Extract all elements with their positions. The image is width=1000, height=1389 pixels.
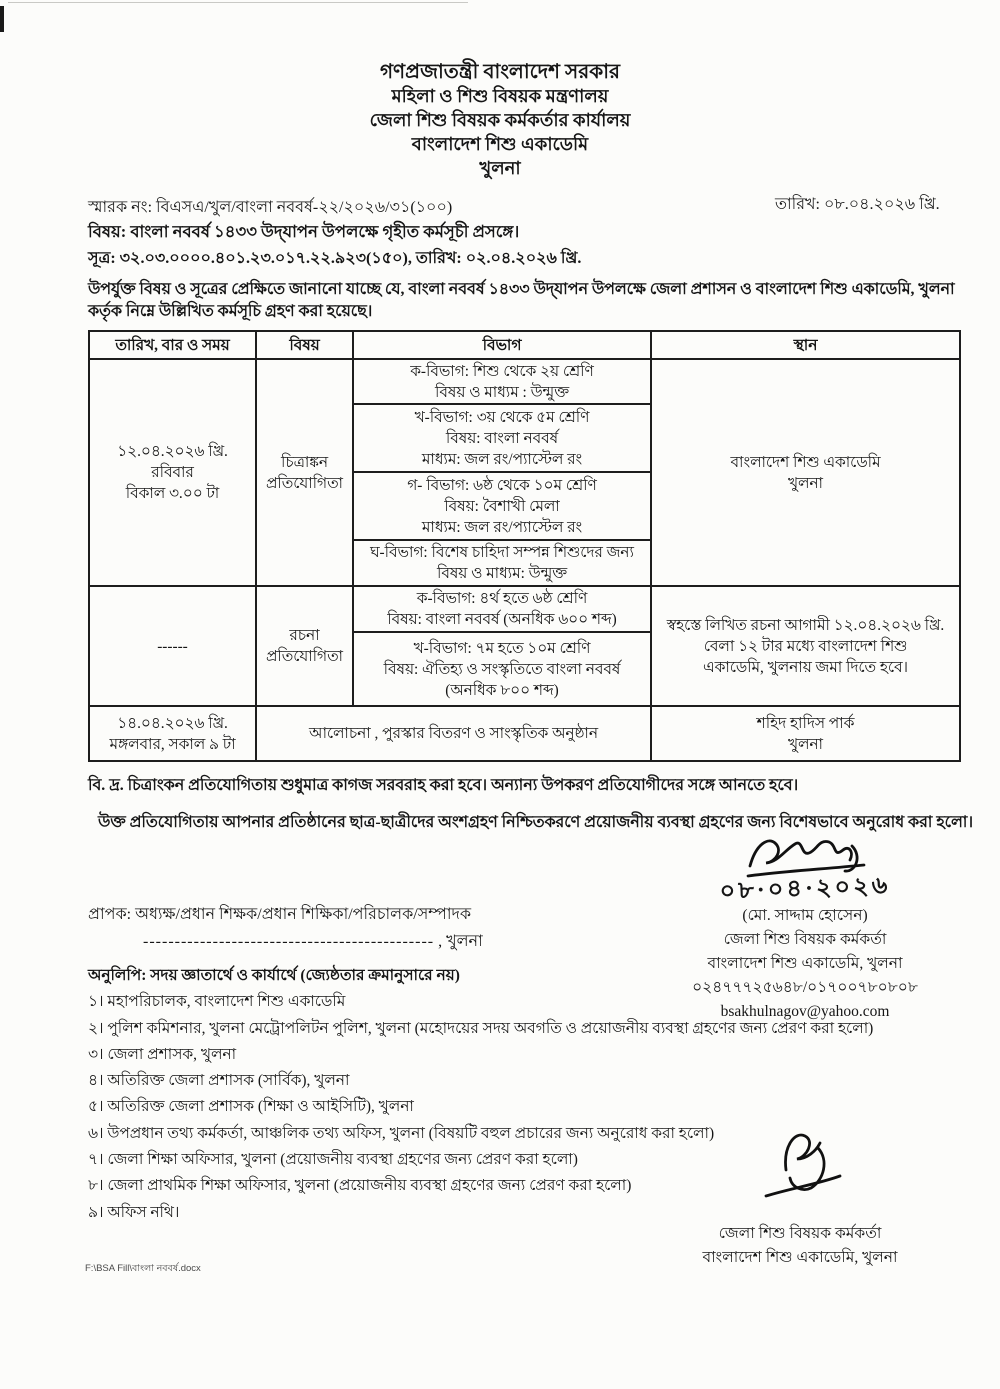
event2-subject-cell: রচনা প্রতিযোগিতা: [257, 587, 354, 707]
copy-item: ৭। জেলা শিক্ষা অফিসার, খুলনা (প্রয়োজনীয় ব্যবস্থা গ্রহণের জন্য প্রেরণ করা হলো): [88, 1151, 578, 1169]
essay-division-kha-cell: খ-বিভাগ: ৭ম হতে ১০ম শ্রেণি বিষয়: ঐতিহ্য ও সংস্কৃতিতে বাংলা নববর্ষ (অনধিক ৮০০ শব্দ): [354, 633, 652, 707]
event1-subject-cell: চিত্রাঙ্কন প্রতিযোগিতা: [257, 360, 354, 587]
schedule-table: [88, 330, 961, 762]
copy-item: ১। মহাপরিচালক, বাংলাদেশ শিশু একাডেমি: [88, 993, 346, 1011]
division-kha-cell: খ-বিভাগ: ৩য় থেকে ৫ম শ্রেণি বিষয়: বাংলা নববর্ষ মাধ্যম: জল রং/প্যাস্টেল রং: [354, 405, 652, 473]
event2-date-cell: ------: [90, 587, 257, 707]
table-header-division: বিভাগ: [354, 332, 652, 360]
scan-top-line-artifact: [8, 2, 468, 3]
copy-item: ৪। অতিরিক্ত জেলা প্রশাসক (সার্বিক), খুলনা: [88, 1072, 350, 1090]
signer-title: জেলা শিশু বিষয়ক কর্মকর্তা: [723, 931, 887, 948]
signer-name: (মো. সাদ্দাম হোসেন): [742, 907, 868, 924]
academy-name: বাংলাদেশ শিশু একাডেমি: [411, 134, 589, 154]
event1-date-cell: ১২.০৪.২০২৬ খ্রি. রবিবার বিকাল ৩.০০ টা: [90, 360, 257, 587]
subject-line: বিষয়: বাংলা নববর্ষ ১৪৩৩ উদ্‌যাপন উপলক্ষে গৃহীত কর্মসূচী প্রসঙ্গে।: [88, 222, 520, 241]
signature2-image: [754, 1126, 846, 1202]
table-header-date: তারিখ, বার ও সময়: [90, 332, 257, 360]
copy-item: ৫। অতিরিক্ত জেলা প্রশাসক (শিক্ষা ও আইসিটি), খুলনা: [88, 1098, 414, 1116]
government-name: গণপ্রজাতন্ত্রী বাংলাদেশ সরকার: [379, 61, 621, 83]
division-gha-cell: ঘ-বিভাগ: বিশেষ চাহিদা সম্পন্ন শিশুদের জন্য বিষয় ও মাধ্যম: উন্মুক্ত: [354, 541, 652, 587]
copy-item: ৯। অফিস নথি।: [88, 1203, 180, 1221]
recipient-block: [88, 901, 483, 955]
second-signature-block: [650, 1126, 950, 1270]
signer2-org: বাংলাদেশ শিশু একাডেমি, খুলনা: [702, 1249, 898, 1266]
division-ga-cell: গ- বিভাগ: ৬ষ্ঠ থেকে ১০ম শ্রেণি বিষয়: বৈশাখী মেলা মাধ্যম: জল রং/প্যাস্টেল রং: [354, 473, 652, 541]
district-name: খুলনা: [479, 158, 521, 178]
signer-email: bsakhulnagov@yahoo.com: [720, 1003, 890, 1020]
signer-phone: ০২৪৭৭৭২৫৬৪৮/০১৭০০৭৮০৮০৮: [692, 979, 918, 996]
file-path-footer: F:\BSA Fill\বাংলা নববর্ষ.docx: [85, 1263, 201, 1274]
event3-place-cell: শহিদ হাদিস পার্ক খুলনা: [652, 707, 961, 762]
event2-place-cell: স্বহস্তে লিখিত রচনা আগামী ১২.০৪.২০২৬ খ্রি. বেলা ১২ টার মধ্যে বাংলাদেশ শিশু একাডেমি, খুলনায় জমা দিতে হবে।: [652, 587, 961, 707]
signer2-title: জেলা শিশু বিষয়ক কর্মকর্তা: [718, 1225, 882, 1242]
letter-date: তারিখ: ০৮.০৪.২০২৬ খ্রি.: [775, 196, 940, 213]
division-ka-cell: ক-বিভাগ: শিশু থেকে ২য় শ্রেণি বিষয় ও মাধ্যম : উন্মুক্ত: [354, 360, 652, 405]
scan-edge-artifact: [0, 6, 4, 32]
recipient-blank-line: ---------------------------------------------- , খুলনা: [143, 933, 483, 950]
office-name: জেলা শিশু বিষয়ক কর্মকর্তার কার্যালয়: [369, 110, 631, 130]
table-header-place: স্থান: [652, 332, 961, 360]
copy-item: ৬। উপপ্রধান তথ্য কর্মকর্তা, আঞ্চলিক তথ্য অফিস, খুলনা (বিষয়টি বহুল প্রচারের জন্য অনুরোধ করা হলো): [88, 1124, 715, 1142]
reference-line: সূত্র: ৩২.০৩.০০০০.৪০১.২৩.০১৭.২২.৯২৩(১৫০), তারিখ: ০২.০৪.২০২৬ খ্রি.: [88, 250, 582, 267]
event3-date-cell: ১৪.০৪.২০২৬ খ্রি. মঙ্গলবার, সকাল ৯ টা: [90, 707, 257, 762]
copies-heading: অনুলিপি: সদয় জ্ঞাতার্থে ও কার্যার্থে (জ্যেষ্ঠতার ক্রমানুসারে নয়): [88, 967, 460, 984]
event1-place-cell: বাংলাদেশ শিশু একাডেমি খুলনা: [652, 360, 961, 587]
table-header-subject: বিষয়: [257, 332, 354, 360]
nb-note: বি. দ্র. চিত্রাংকন প্রতিযোগিতায় শুধুমাত্র কাগজ সরবরাহ করা হবে। অন্যান্য উপকরণ প্রতিযোগীদের সঙ্গে আনতে হবে।: [88, 777, 799, 794]
signer-org: বাংলাদেশ শিশু একাডেমি, খুলনা: [707, 955, 903, 972]
request-note: উক্ত প্রতিযোগিতায় আপনার প্রতিষ্ঠানের ছাত্র-ছাত্রীদের অংশগ্রহণ নিশ্চিতকরণে প্রয়োজনীয় ব্যবস্থা গ্রহণের জন্য বিশেষভাবে অনুরোধ করা হলো।: [98, 814, 973, 831]
letterhead: [0, 60, 1000, 180]
copy-item: ৩। জেলা প্রশাসক, খুলনা: [88, 1045, 237, 1063]
signature-image: [740, 834, 870, 880]
handwritten-date: ০৮·০৪·২০২৬: [719, 873, 891, 905]
memo-number: স্মারক নং: বিএসএ/খুল/বাংলা নববর্ষ-২২/২০২৬/৩১(১০০): [88, 199, 453, 216]
event3-description-cell: আলোচনা , পুরস্কার বিতরণ ও সাংস্কৃতিক অনুষ্ঠান: [257, 707, 652, 762]
copy-item: ৮। জেলা প্রাথমিক শিক্ষা অফিসার, খুলনা (প্রয়োজনীয় ব্যবস্থা গ্রহণের জন্য প্রেরণ করা হলো): [88, 1177, 632, 1195]
intro-paragraph: উপর্যুক্ত বিষয় ও সূত্রের প্রেক্ষিতে জানানো যাচ্ছে যে, বাংলা নববর্ষ ১৪৩৩ উদ্‌যাপন উপলক্ষে জেলা প্রশাসন ও বাংলাদেশ শিশু একাডেমি, খুলনা কর্তৃক নিম্নে উল্লিখিত কর্মসূচি গ্রহণ করা হয়েছে।: [88, 281, 955, 320]
copy-item: ২। পুলিশ কমিশনার, খুলনা মেট্রোপলিটন পুলিশ, খুলনা (মহোদয়ের সদয় অবগতি ও প্রয়োজনীয় ব্যবস্থা গ্রহণের জন্য প্রেরণ করা হলো): [88, 1019, 874, 1037]
essay-division-ka-cell: ক-বিভাগ: ৪র্থ হতে ৬ষ্ঠ শ্রেণি বিষয়: বাংলা নববর্ষ (অনধিক ৬০০ শব্দ): [354, 587, 652, 633]
recipient-line: প্রাপক: অধ্যক্ষ/প্রধান শিক্ষক/প্রধান শিক্ষিকা/পরিচালক/সম্পাদক: [88, 906, 472, 923]
ministry-name: মহিলা ও শিশু বিষয়ক মন্ত্রণালয়: [391, 86, 609, 106]
